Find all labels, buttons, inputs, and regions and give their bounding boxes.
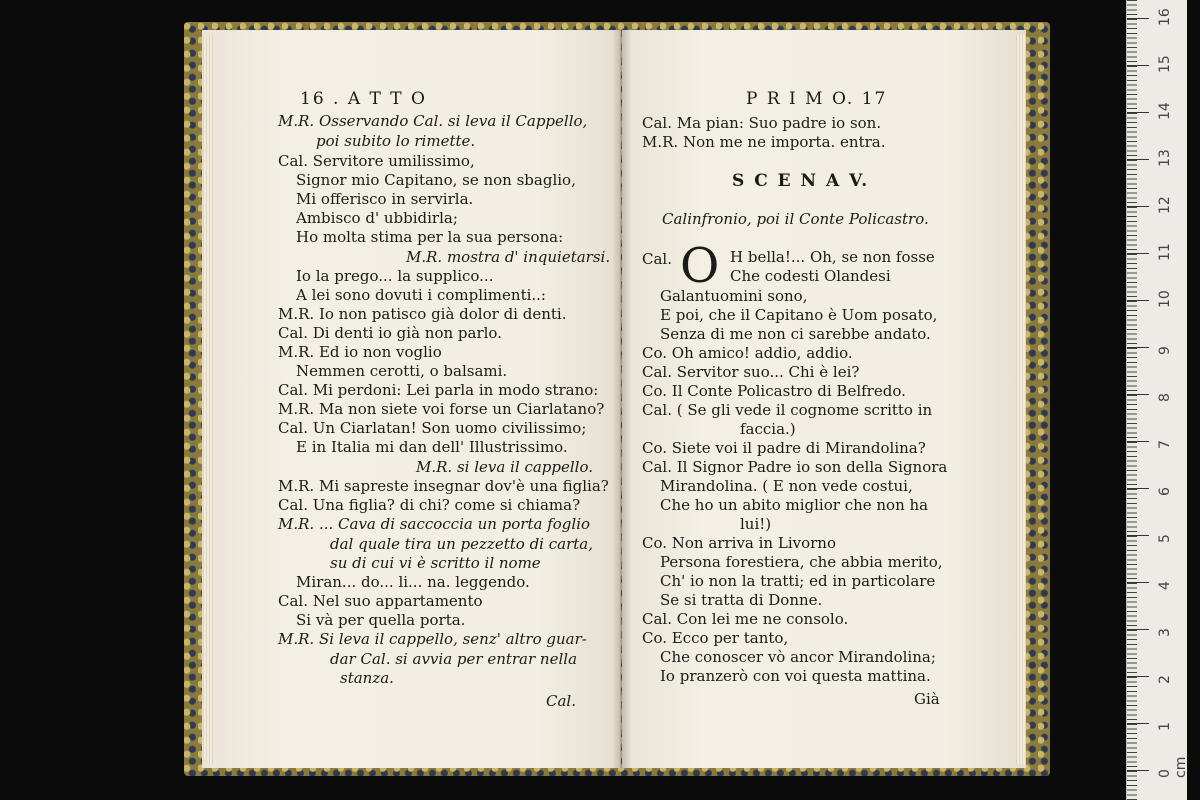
right-line: lui!) [740,515,772,533]
right-line: Che conoscer vò ancor Mirandolina; [660,648,936,666]
left-line: Ho molta stima per la sua persona: [296,228,564,246]
left-page-edge [203,34,213,764]
left-line: Io la prego... la supplico... [296,267,494,285]
ruler-label: 6 [1157,487,1173,496]
right-line: M.R. Non me ne importa. entra. [642,133,886,151]
ruler-label: 10 [1157,290,1173,308]
left-line: Miran... do... li... na. leggendo. [296,573,530,591]
left-line: M.R. Si leva il cappello, senz' altro guar- [278,630,587,648]
ruler-major-tick [1127,300,1149,301]
right-line: Co. Non arriva in Livorno [642,534,836,552]
right-line: Senza di me non ci sarebbe andato. [660,325,931,343]
left-line: Cal. Servitore umilissimo, [278,152,475,170]
right-line: Che ho un abito miglior che non ha [660,496,929,514]
ruler-label: 5 [1157,534,1173,543]
left-line: M.R. Osservando Cal. si leva il Cappello, [278,112,588,130]
ruler-label: 1 [1157,722,1173,731]
ruler-major-tick [1127,676,1149,677]
book-gutter [612,30,632,768]
right-line: H bella!... Oh, se non fosse [730,248,935,266]
right-line: Ch' io non la tratti; ed in particolare [660,572,936,590]
ruler-label: 8 [1157,393,1173,402]
ruler-major-tick [1127,488,1149,489]
ruler-major-tick [1127,770,1149,771]
scene-characters: Calinfronio, poi il Conte Policastro. [662,210,929,228]
left-line: M.R. Ed io non voglio [278,343,442,361]
left-line: su di cui vi è scritto il nome [330,554,541,572]
ruler-label: 16 [1157,8,1173,26]
left-line: M.R. mostra d' inquietarsi. [406,248,611,266]
left-line: Cal. Nel suo appartamento [278,592,483,610]
ruler-label: 14 [1157,102,1173,120]
right-line: Cal. ( Se gli vede il cognome scritto in [642,401,933,419]
right-line: E poi, che il Capitano è Uom posato, [660,306,938,324]
ruler-label: 15 [1157,55,1173,73]
drop-cap: O [680,238,720,294]
right-line: Che codesti Olandesi [730,267,891,285]
ruler-label: 2 [1157,675,1173,684]
right-line: Io pranzerò con voi questa mattina. [660,667,931,685]
left-line: M.R. si leva il cappello. [416,458,593,476]
left-line: Ambisco d' ubbidirla; [296,209,458,227]
ruler-label: 9 [1157,346,1173,355]
right-line: Co. Il Conte Policastro di Belfredo. [642,382,906,400]
left-line: E in Italia mi dan dell' Illustrissimo. [296,438,568,456]
left-line: poi subito lo rimette. [316,132,476,150]
right-line: Cal. Il Signor Padre io son della Signora [642,458,948,476]
ruler-label: 13 [1157,149,1173,167]
ruler-label: 12 [1157,196,1173,214]
right-line: Cal. Ma pian: Suo padre io son. [642,114,882,132]
measuring-ruler [1126,0,1187,800]
ruler-major-tick [1127,18,1149,19]
ruler-major-tick [1127,206,1149,207]
left-line: Signor mio Capitano, se non sbaglio, [296,171,576,189]
ruler-major-tick [1127,159,1149,160]
left-line: M.R. ... Cava di saccoccia un porta foglio [278,515,591,533]
ruler-major-tick [1127,441,1149,442]
right-line: Cal. Servitor suo... Chi è lei? [642,363,860,381]
ruler-label: 3 [1157,628,1173,637]
ruler-label: 4 [1157,581,1173,590]
right-line: Mirandolina. ( E non vede costui, [660,477,913,495]
ruler-major-tick [1127,253,1149,254]
right-page-edge [1016,34,1026,764]
ruler-label: 0 cm [1157,756,1189,778]
right-running-head: P R I M O. 17 [746,89,888,109]
ruler-major-tick [1127,112,1149,113]
right-line: faccia.) [740,420,796,438]
left-line: Nemmen cerotti, o balsami. [296,362,508,380]
ruler-major-tick [1127,394,1149,395]
left-line: dar Cal. si avvia per entrar nella [330,650,578,668]
right-catchword: Già [914,690,940,708]
left-line: Cal. Di denti io già non parlo. [278,324,502,342]
right-line: Co. Siete voi il padre di Mirandolina? [642,439,926,457]
left-line: Si và per quella porta. [296,611,466,629]
right-line: Cal. [642,250,672,268]
ruler-major-tick [1127,629,1149,630]
ruler-label: 11 [1157,243,1173,261]
right-line: Cal. Con lei me ne consolo. [642,610,849,628]
left-line: Mi offerisco in servirla. [296,190,474,208]
ruler-ticks [1127,0,1155,800]
left-catchword: Cal. [546,692,576,710]
left-line: stanza. [340,669,394,687]
ruler-major-tick [1127,535,1149,536]
ruler-label: 7 [1157,440,1173,449]
ruler-major-tick [1127,723,1149,724]
left-line: dal quale tira un pezzetto di carta, [330,535,593,553]
left-line: A lei sono dovuti i complimenti..: [296,286,546,304]
left-line: Cal. Un Ciarlatan! Son uomo civilissimo; [278,419,587,437]
left-line: M.R. Ma non siete voi forse un Ciarlatano? [278,400,605,418]
right-line: Persona forestiera, che abbia merito, [660,553,943,571]
right-line: Galantuomini sono, [660,287,808,305]
right-line: Co. Oh amico! addio, addio. [642,344,853,362]
left-line: M.R. Mi sapreste insegnar dov'è una figlia? [278,477,609,495]
left-line: Cal. Mi perdoni: Lei parla in modo strano: [278,381,599,399]
left-line: M.R. Io non patisco già dolor di denti. [278,305,567,323]
scene-heading: S C E N A V. [732,171,870,191]
ruler-major-tick [1127,347,1149,348]
left-line: Cal. Una figlia? di chi? come si chiama? [278,496,581,514]
left-running-head: 16 . A T T O [300,89,427,109]
right-line: Se si tratta di Donne. [660,591,823,609]
ruler-major-tick [1127,65,1149,66]
right-line: Co. Ecco per tanto, [642,629,789,647]
ruler-major-tick [1127,582,1149,583]
